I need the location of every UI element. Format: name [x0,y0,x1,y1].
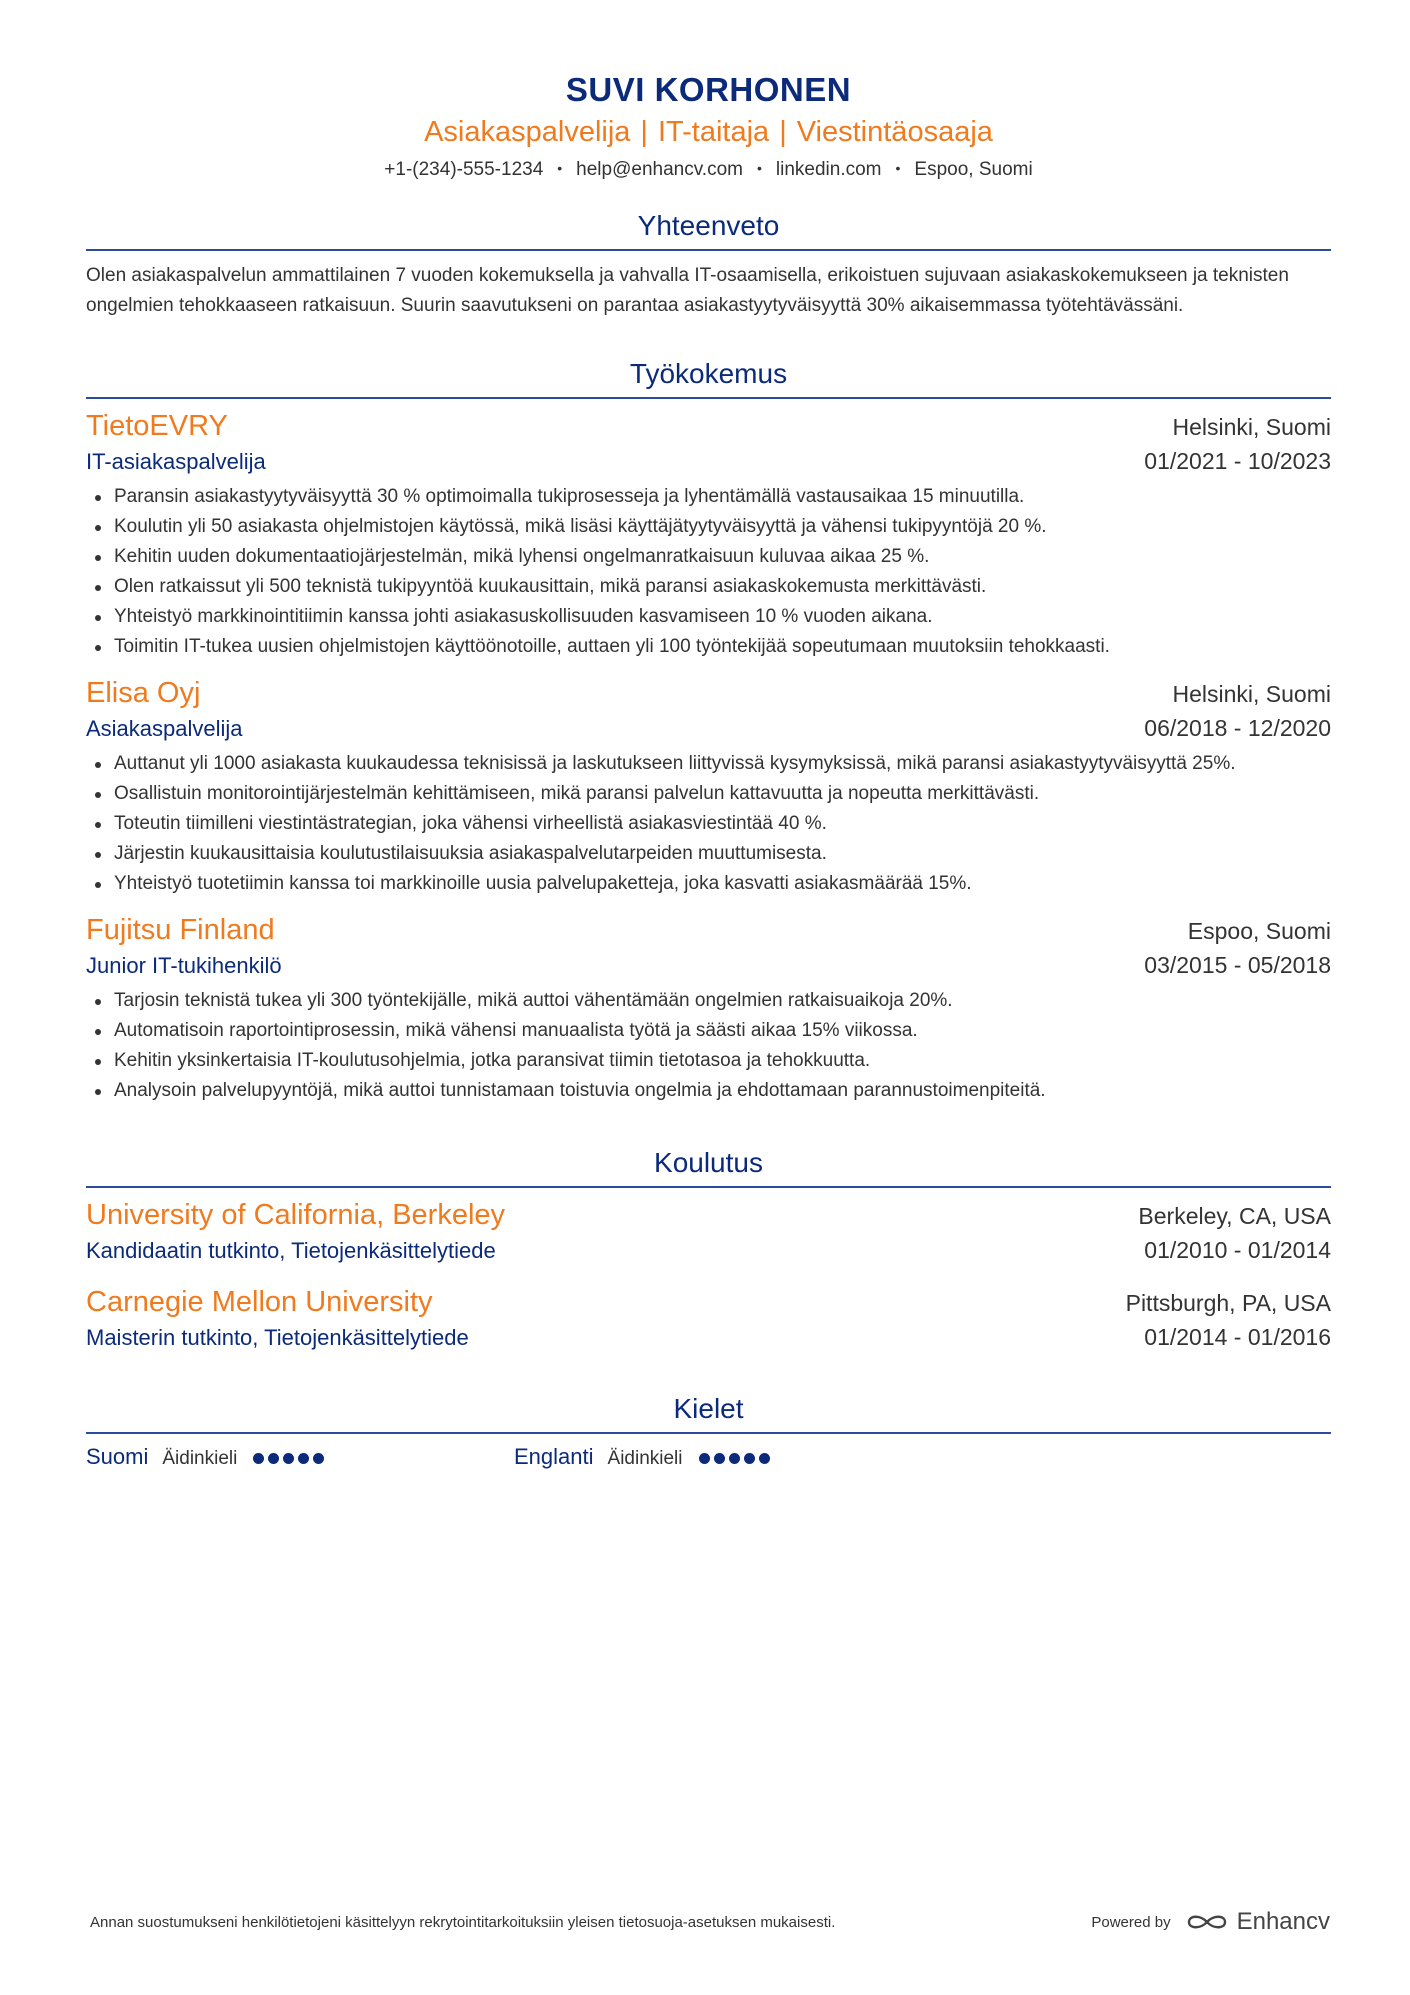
infinity-icon [1185,1911,1229,1933]
languages-section [86,1392,1331,1470]
bullet-item: Yhteistyö tuotetiimin kanssa toi markkinoille uusia palvelupaketteja, joka kasvatti asiakasmäärää 15%. [86,869,1331,899]
bullet-item: Toteutin tiimilleni viestintästrategian, joka vähensi virheellistä asiakasviestintää 40 %. [86,809,1331,839]
headline-separator: | [779,116,787,148]
headline-item: Asiakaspalvelija [424,116,631,148]
contact-linkedin[interactable]: linkedin.com [775,159,882,180]
bullet-item: Osallistuin monitorointijärjestelmän kehittämiseen, mikä paransi palvelun kattavuutta ja nopeutta merkittävästi. [86,779,1331,809]
language-entry [86,1444,514,1470]
section-title: Kielet [86,1392,1331,1434]
contact-separator: • [895,160,901,176]
resume-page [86,70,1331,1470]
language-rating [253,1453,324,1464]
job-dates: 06/2018 - 12/2020 [1144,715,1331,741]
school-name: Carnegie Mellon University [86,1286,433,1318]
education-section [86,1146,1331,1354]
bullet-item: Olen ratkaissut yli 500 teknistä tukipyyntöä kuukausittain, mikä paransi asiakaskokemusta merkittävästi. [86,572,1331,602]
section-title: Työkokemus [86,357,1331,399]
job-location: Helsinki, Suomi [1172,681,1331,707]
contact-location: Espoo, Suomi [914,159,1033,180]
experience-entry [86,407,1331,662]
bullet-item: Analysoin palvelupyyntöjä, mikä auttoi tunnistamaan toistuvia ongelmia ja ehdottamaan parannustoimenpiteitä. [86,1076,1331,1106]
summary-section [86,209,1331,321]
bullet-item: Automatisoin raportointiprosessin, mikä vähensi manuaalista työtä ja säästi aikaa 15% viikossa. [86,1016,1331,1046]
job-location: Helsinki, Suomi [1172,414,1331,440]
bullet-item: Kehitin uuden dokumentaatiojärjestelmän, mikä lyhensi ongelmanratkaisuun kuluvaa aikaa 25 %. [86,542,1331,572]
contact-info [86,155,1331,183]
job-bullets [86,749,1331,899]
degree: Maisterin tutkinto, Tietojenkäsittelytiede [86,1325,469,1350]
language-level: Äidinkieli [607,1448,683,1469]
enhancv-logo[interactable] [1185,1908,1330,1936]
consent-text: Annan suostumukseni henkilötietojeni käsittelyyn rekrytointitarkoituksiin yleisen tietosuoja-asetuksen mukaisesti. [90,1913,836,1931]
section-title: Yhteenveto [86,209,1331,251]
school-location: Pittsburgh, PA, USA [1125,1290,1331,1316]
bullet-item: Koulutin yli 50 asiakasta ohjelmistojen käytössä, mikä lisäsi käyttäjätyytyväisyyttä ja vähensi tukipyyntöjä 20 %. [86,512,1331,542]
contact-separator: • [756,160,762,176]
job-bullets [86,482,1331,662]
rating-dot [313,1453,324,1464]
education-entry [86,1196,1331,1267]
company-name: Fujitsu Finland [86,914,275,946]
language-name: Englanti [514,1444,594,1469]
school-location: Berkeley, CA, USA [1138,1203,1331,1229]
language-name: Suomi [86,1444,149,1469]
education-entry [86,1283,1331,1354]
powered-by[interactable] [1091,1908,1330,1936]
rating-dot [268,1453,279,1464]
experience-entry [86,674,1331,899]
rating-dot [714,1453,725,1464]
experience-entry [86,911,1331,1106]
rating-dot [699,1453,710,1464]
section-title: Koulutus [86,1146,1331,1188]
footer [90,1908,1330,1936]
job-bullets [86,986,1331,1106]
job-dates: 03/2015 - 05/2018 [1144,952,1331,978]
summary-text: Olen asiakaspalvelun ammattilainen 7 vuoden kokemuksella ja vahvalla IT-osaamisella, erikoistuen sujuvaan asiakaskokemukseen ja teknisten ongelmien tehokkaaseen ratkaisuun. Suurin saavutukseni on parantaa asiakastyytyväisyyttä 30% aikaisemmassa työtehtävässäni. [86,265,1289,316]
job-dates: 01/2021 - 10/2023 [1144,448,1331,474]
contact-email[interactable]: help@enhancv.com [576,159,743,180]
brand-name: Enhancv [1236,1908,1330,1935]
school-name: University of California, Berkeley [86,1199,506,1231]
rating-dot [729,1453,740,1464]
job-location: Espoo, Suomi [1187,918,1331,944]
language-entry [514,1444,942,1470]
bullet-item: Toimitin IT-tukea uusien ohjelmistojen käyttöönotoille, auttaen yli 100 työntekijää sopeutumaan muutoksiin tehokkaasti. [86,632,1331,662]
bullet-item: Yhteistyö markkinointitiimin kanssa johti asiakasuskollisuuden kasvamiseen 10 % vuoden aikana. [86,602,1331,632]
contact-phone[interactable]: +1-(234)-555-1234 [384,159,544,180]
bullet-item: Kehitin yksinkertaisia IT-koulutusohjelmia, jotka paransivat tiimin tietotasoa ja tehokkuutta. [86,1046,1331,1076]
contact-separator: • [557,160,563,176]
education-dates: 01/2014 - 01/2016 [1144,1324,1331,1350]
headline-separator: | [640,116,648,148]
bullet-item: Järjestin kuukausittaisia koulutustilaisuuksia asiakaspalvelutarpeiden muuttumisesta. [86,839,1331,869]
company-name: TietoEVRY [86,410,228,442]
language-level: Äidinkieli [162,1448,238,1469]
job-title: Junior IT-tukihenkilö [86,953,282,978]
headline-item: IT-taitaja [657,116,770,148]
job-title: Asiakaspalvelija [86,716,243,741]
job-title: IT-asiakaspalvelija [86,449,266,474]
rating-dot [744,1453,755,1464]
bullet-item: Tarjosin teknistä tukea yli 300 työntekijälle, mikä auttoi vähentämään ongelmien ratkaisuaikoja 20%. [86,986,1331,1016]
rating-dot [253,1453,264,1464]
candidate-name: SUVI KORHONEN [565,71,852,108]
powered-by-label: Powered by [1091,1913,1171,1931]
education-dates: 01/2010 - 01/2014 [1144,1237,1331,1263]
language-rating [699,1453,770,1464]
bullet-item: Auttanut yli 1000 asiakasta kuukaudessa teknisissä ja laskutukseen liittyvissä kysymyksissä, mikä paransi asiakastyytyväisyyttä 25%. [86,749,1331,779]
headline [86,114,1331,150]
rating-dot [298,1453,309,1464]
resume-header [86,70,1331,183]
rating-dot [759,1453,770,1464]
degree: Kandidaatin tutkinto, Tietojenkäsittelytiede [86,1238,496,1263]
bullet-item: Paransin asiakastyytyväisyyttä 30 % optimoimalla tukiprosesseja ja lyhentämällä vastausaikaa 15 minuutilla. [86,482,1331,512]
company-name: Elisa Oyj [86,677,201,709]
experience-section [86,357,1331,1106]
headline-item: Viestintäosaaja [796,116,993,148]
rating-dot [283,1453,294,1464]
